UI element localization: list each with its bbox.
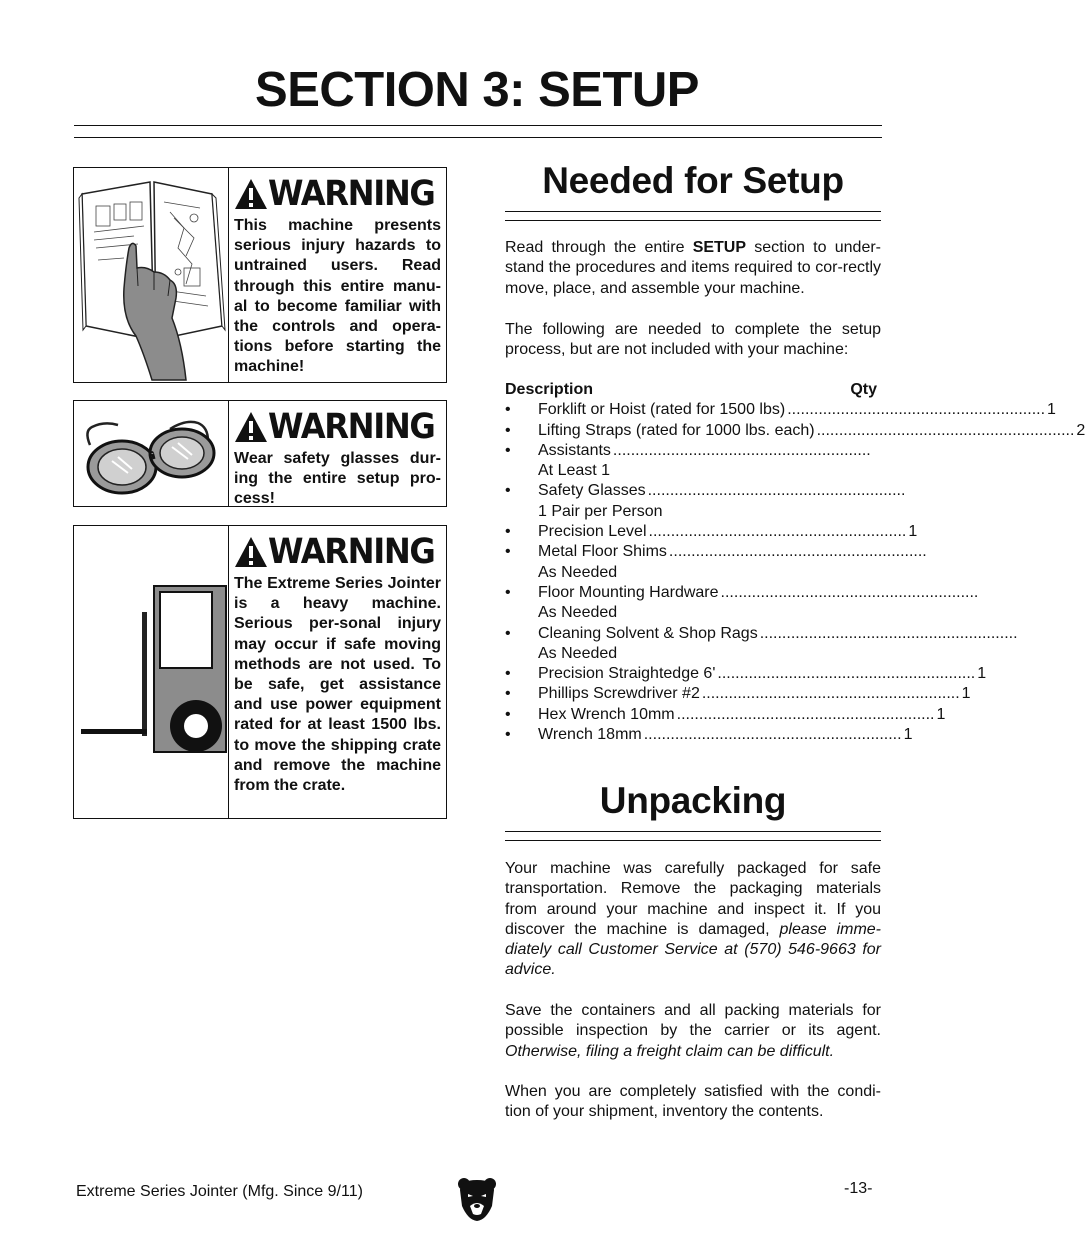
list-item: • Cleaning Solvent & Shop Rags .......................................................... As Needed xyxy=(505,624,1018,662)
warning-text: The Extreme Series Jointer is a heavy machine. Serious per-sonal injury may occur if safe moving methods are not used. To be safe, get assistance and use power equipment rated for at least 1500 lbs. to move the shipping crate and remove the machine from the crate. xyxy=(234,575,441,795)
list-item: • Precision Level .......................................................... 1 xyxy=(505,523,918,541)
warning-box-manual xyxy=(73,167,447,383)
description-column-header: Description xyxy=(505,381,594,398)
list-item: • Wrench 18mm .......................................................... 1 xyxy=(505,726,913,744)
warning-header xyxy=(234,172,441,216)
warning-header xyxy=(234,405,441,449)
page-number: -13- xyxy=(844,1180,873,1197)
needed-items-list xyxy=(505,380,1085,745)
needed-heading: Needed for Setup xyxy=(542,160,844,201)
title-rule-bottom xyxy=(74,137,882,138)
unpacking-paragraph-3: When you are completely satisfied with the condi-tion of your shipment, inventory the contents. xyxy=(505,1083,881,1121)
needed-intro-2: The following are needed to complete the setup process, but are not included with your machine: xyxy=(505,321,881,359)
list-item: • Metal Floor Shims .......................................................... As Needed xyxy=(505,543,927,581)
manual-reading-icon xyxy=(74,168,229,382)
warning-box-forklift xyxy=(73,525,447,819)
list-item: • Floor Mounting Hardware .......................................................... As Needed xyxy=(505,583,979,622)
safety-glasses-icon xyxy=(74,401,229,506)
needed-intro: Read through the entire SETUP section to under-stand the procedures and items required to cor-rectly move, place, and assemble your machine. xyxy=(505,239,881,297)
list-item: • Precision Straightedge 6' .......................................................... 1 xyxy=(505,665,987,683)
page-title: SECTION 3: SETUP xyxy=(255,63,699,117)
warning-label: WARNING xyxy=(268,406,435,447)
list-item: • Assistants .......................................................... At Least 1 xyxy=(505,441,871,480)
warning-text: Wear safety glasses dur-ing the entire setup pro-cess! xyxy=(234,450,441,508)
list-item: • Forklift or Hoist (rated for 1500 lbs) .......................................................... 1 xyxy=(505,401,1056,419)
unpacking-paragraph-2: Save the containers and all packing materials for possible inspection by the carrier or its agent. Otherwise, filing a freight claim can be difficult. xyxy=(505,1002,881,1060)
bear-head-logo xyxy=(456,1176,498,1222)
list-item: • Phillips Screwdriver #2 .......................................................... 1 xyxy=(505,685,971,703)
warning-triangle-icon xyxy=(234,535,268,569)
title-rule-top xyxy=(74,125,882,126)
list-item: • Safety Glasses .......................................................... 1 Pair per Person xyxy=(505,482,906,520)
warning-header xyxy=(234,530,441,574)
unpacking-double-rule xyxy=(505,831,881,841)
needed-double-rule xyxy=(505,211,881,221)
forklift-icon xyxy=(74,526,229,818)
list-header xyxy=(505,380,877,400)
warning-box-safety-glasses xyxy=(73,400,447,507)
qty-column-header: Qty xyxy=(850,381,877,398)
warning-text: This machine presents serious injury hazards to untrained users. Read through this entire manu-al to become familiar with the controls and opera-tions before starting the machine! xyxy=(234,217,441,376)
list-item: • Hex Wrench 10mm .......................................................... 1 xyxy=(505,705,946,723)
unpacking-paragraph-1: Your machine was carefully packaged for safe transportation. Remove the packaging materials from around your machine and inspect it. If you discover the machine is damaged, please imme-diately call Customer Service at (570) 546-9663 for advice. xyxy=(505,860,881,979)
warning-label: WARNING xyxy=(268,531,435,572)
footer-title: Extreme Series Jointer (Mfg. Since 9/11) xyxy=(76,1183,363,1200)
warning-label: WARNING xyxy=(268,173,435,214)
warning-triangle-icon xyxy=(234,177,268,211)
warning-triangle-icon xyxy=(234,410,268,444)
unpacking-heading: Unpacking xyxy=(599,780,787,821)
list-item: • Lifting Straps (rated for 1000 lbs. each) .......................................................... 2 xyxy=(505,421,1085,439)
